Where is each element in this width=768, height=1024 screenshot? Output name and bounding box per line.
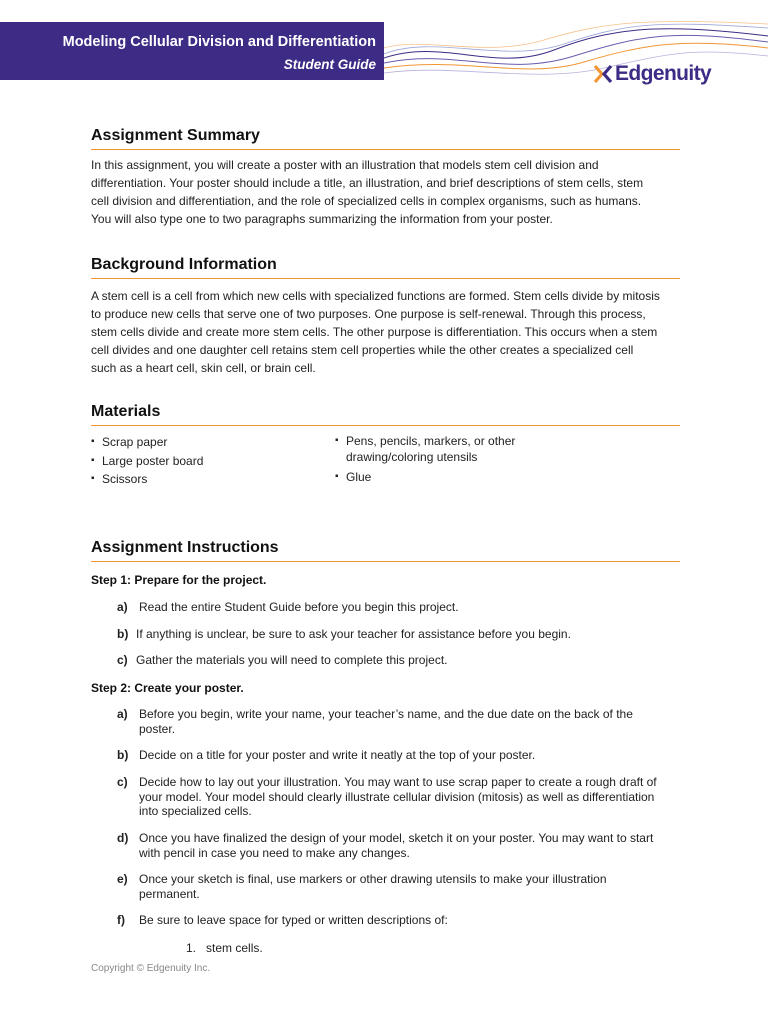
list-item: ▪ Large poster board xyxy=(91,452,321,471)
item-text: Gather the materials you will need to complete this project. xyxy=(136,653,448,667)
summary-paragraph: In this assignment, you will create a poster with an illustration that models stem cell division and differentiation. Your poster should include a title, an illustration, and brief descriptions of stem cells, stem cell division and differentiation, and the role of specialized cells in complex organisms, such as humans. You will also type one to two paragraphs summarizing the information from your poster. xyxy=(91,158,644,226)
item-label: c) xyxy=(117,775,128,789)
item-label: f) xyxy=(117,913,125,927)
item-label: a) xyxy=(117,600,128,614)
list-item xyxy=(117,653,662,668)
item-label: b) xyxy=(117,627,129,641)
background-heading: Background Information xyxy=(91,256,680,279)
list-item xyxy=(117,627,662,642)
background-paragraph: A stem cell is a cell from which new cells with specialized functions are formed. Stem cells divide by mitosis to produce new cells that serve one of two purposes. One purpose is self-renewal. Through this process, stem cells divide and create more stem cells. The other purpose is differentiation. This occurs when a stem cell divides and one daughter cell retains stem cell properties while the other creates a specialized cell such as a heart cell, skin cell, or brain cell. xyxy=(91,289,660,375)
logo-text: Edgenuity xyxy=(615,62,712,85)
list-item xyxy=(117,600,662,615)
materials-list-right xyxy=(335,433,545,487)
document-title: Modeling Cellular Division and Differentiation xyxy=(62,34,376,50)
materials-heading: Materials xyxy=(91,403,680,426)
materials-list-left xyxy=(91,433,321,489)
list-item xyxy=(117,748,662,763)
item-label: d) xyxy=(117,831,129,845)
step2-title: Step 2: Create your poster. xyxy=(91,681,244,695)
edgenuity-x-icon xyxy=(592,63,614,85)
list-item xyxy=(117,707,662,736)
list-item xyxy=(117,872,662,901)
item-text: Before you begin, write your name, your teacher’s name, and the due date on the back of the poster. xyxy=(139,707,633,736)
item-text: Decide on a title for your poster and write it neatly at the top of your poster. xyxy=(139,748,536,762)
copyright-footer: Copyright © Edgenuity Inc. xyxy=(91,963,211,974)
document-subtitle: Student Guide xyxy=(283,57,376,72)
step1-title: Step 1: Prepare for the project. xyxy=(91,573,267,587)
list-item: ▪ Glue xyxy=(335,468,545,487)
item-label: b) xyxy=(117,748,129,762)
item-text: If anything is unclear, be sure to ask your teacher for assistance before you begin. xyxy=(136,627,571,641)
list-item: ▪ Scrap paper xyxy=(91,433,321,452)
item-label: e) xyxy=(117,872,128,886)
edgenuity-logo xyxy=(592,60,711,88)
list-item xyxy=(117,775,662,819)
list-item xyxy=(117,831,662,860)
item-text: Once you have finalized the design of your model, sketch it on your poster. You may want to start with pencil in case you need to make any changes. xyxy=(139,831,654,860)
sub-list-item: 1. stem cells. xyxy=(186,941,263,955)
item-text: Read the entire Student Guide before you begin this project. xyxy=(139,600,459,614)
summary-heading: Assignment Summary xyxy=(91,127,680,150)
item-text: Be sure to leave space for typed or written descriptions of: xyxy=(139,913,448,927)
list-item: ▪ Scissors xyxy=(91,470,321,489)
instructions-heading: Assignment Instructions xyxy=(91,539,680,562)
item-text: Decide how to lay out your illustration. You may want to use scrap paper to create a rough draft of your model. Your model should clearly illustrate cellular division (mitosis) as well as differentiation into specialized cells. xyxy=(139,775,657,818)
item-text: Once your sketch is final, use markers or other drawing utensils to make your illustration permanent. xyxy=(139,872,607,901)
item-label: c) xyxy=(117,653,128,667)
list-item xyxy=(117,913,662,928)
item-label: a) xyxy=(117,707,128,721)
header-band xyxy=(0,22,384,80)
list-item: ▪ Pens, pencils, markers, or other drawing/coloring utensils xyxy=(335,433,545,465)
